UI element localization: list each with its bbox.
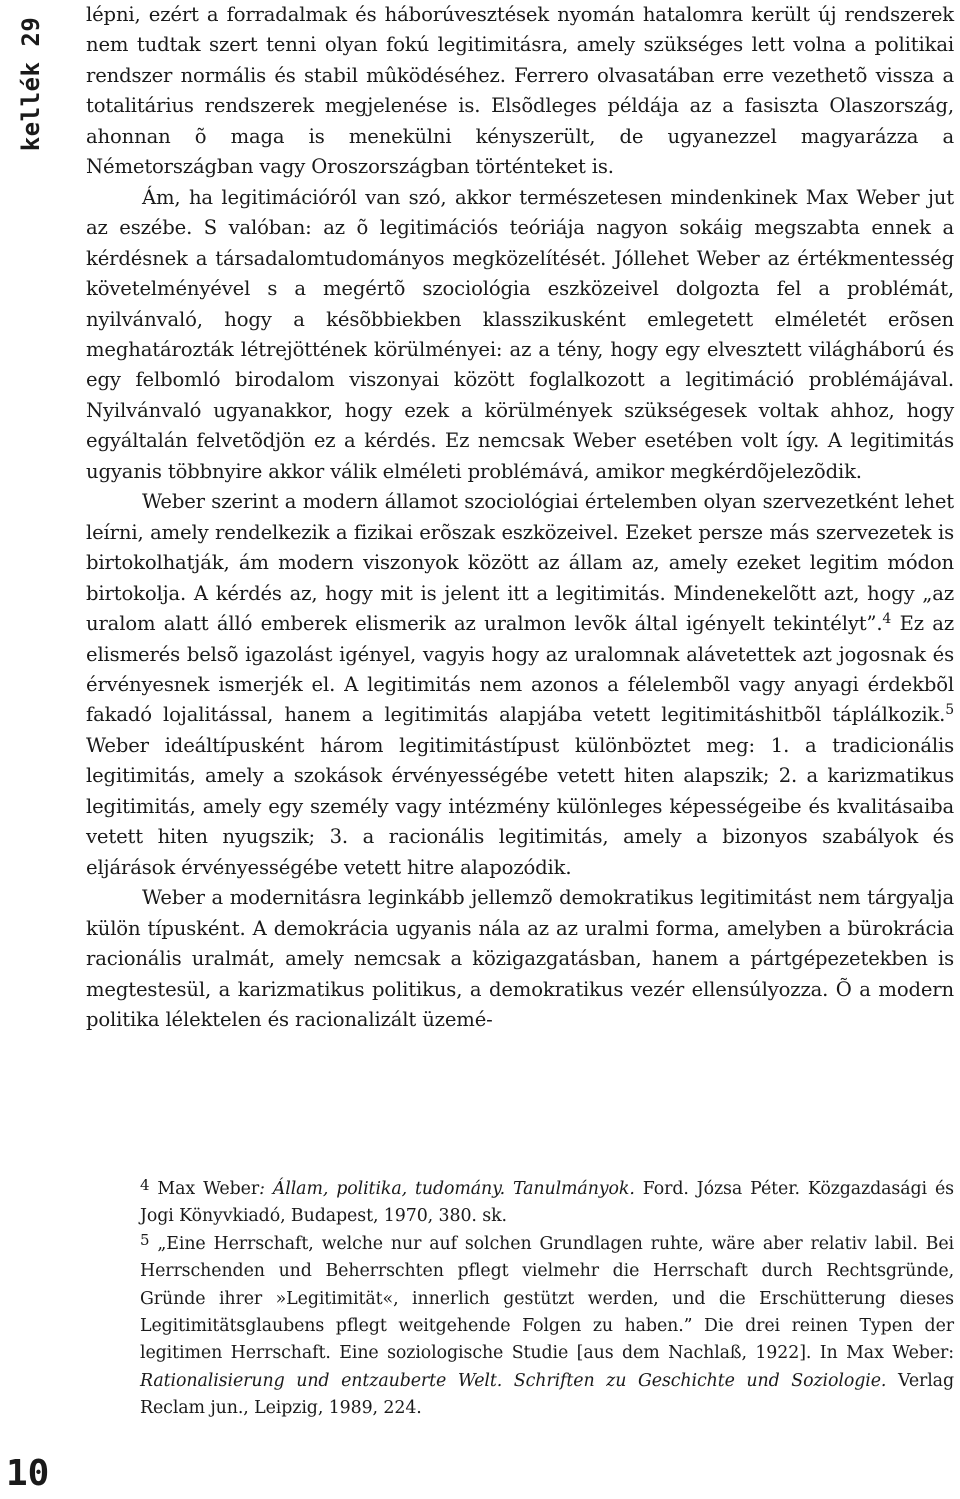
paragraph-3-text-a: Weber szerint a modern államot szociológiai értelemben olyan szervezetként lehet leírni, amely rendelkezik a fizikai erõszak eszközeivel. Ezeket persze más szervezetek is birtokolhatják, ám modern viszonyok között az állam az, amely ezeket legitim módon birtokolja. A kérdés az, hogy mit is jelent itt a legitimitás. Mindenekelõtt azt, hogy „az uralom alatt álló emberek elismerik az uralmon levõk által igényelt tekintélyt”. <box>86 490 954 636</box>
footnote-4-number: 4 <box>140 1176 150 1194</box>
footnote-5 <box>140 1231 954 1423</box>
footnote-ref-4[interactable]: 4 <box>882 611 892 628</box>
footnotes <box>140 1176 954 1423</box>
page-number: 10 <box>6 1453 50 1494</box>
body-text <box>86 0 954 1035</box>
main-text-column <box>86 0 954 1035</box>
running-head <box>0 0 62 170</box>
footnote-ref-5[interactable]: 5 <box>945 702 954 719</box>
footnote-5-title: Rationalisierung und entzauberte Welt. Schriften zu Geschichte und Soziologie. <box>140 1370 887 1391</box>
footnote-5-publication: Verlag Reclam jun., Leipzig, 1989, 224. <box>140 1370 954 1419</box>
paragraph-3-text-c: Weber ideáltípusként három legitimitástípust különböztet meg: 1. a tradicionális legitimitás, amely a szokások érvényességébe vetett hiten alapszik; 2. a karizmatikus legitimitás, amely egy személy vagy intézmény különleges képességeibe és kvalitásaiba vetett hiten nyugszik; 3. a racionális legitimitás, amely a bizonyos szabályok és eljárások érvényességébe vetett hitre alapozódik. <box>86 733 954 879</box>
footnote-4-author: Max Weber <box>149 1179 260 1199</box>
paragraph-2: Ám, ha legitimációról van szó, akkor természetesen mindenkinek Max Weber jut az eszébe. S valóban: az õ legitimációs teóriája nagyon sokáig megszabta ennek a kérdésnek a társadalomtudományos megközelítését. Jóllehet Weber az értékmentesség követelményével s a megértõ szociológia eszközeivel dolgozta fel a problémát, nyilvánvaló, hogy a késõbbiekben klasszikusként emlegetett elméletét erõsen meghatározták létrejöttének körülményei: az a tény, hogy egy elvesztett világháború és egy felbomló birodalom viszonyai között foglalkozott a legitimáció problémájával. Nyilvánvaló ugyanakkor, hogy ezek a körülmények szükségesek voltak ahhoz, hogy egyáltalán felvetõdjön ez a kérdés. Ez nemcsak Weber esetében volt így. A legitimitás ugyanis többnyire akkor válik elméleti problémává, amikor megkérdõjelezõdik. <box>86 185 954 483</box>
footnote-4-title: : Állam, politika, tudomány. Tanulmányok. <box>259 1179 635 1199</box>
footnote-4 <box>140 1176 954 1231</box>
paragraph-1: lépni, ezért a forradalmak és háborúvesztések nyomán hatalomra került új rendszerek nem tudtak szert tenni olyan fokú legitimitásra, amely szükséges lett volna a politikai rendszer normális és stabil mûködéséhez. Ferrero olvasatában erre vezethetõ vissza a totalitárius rendszerek megjelenése is. Elsõdleges példája az a fasiszta Olaszország, ahonnan õ maga is menekülni kényszerült, de ugyanezzel magyarázza a Németországban vagy Oroszországban történteket is. <box>86 3 954 179</box>
footnote-5-quote: „Eine Herrschaft, welche nur auf solchen Grundlagen ruhte, wäre aber relativ labil. Bei Herrschenden und Beherrschten pflegt vielmehr die Herrschaft durch Rechtsgründe, Gründe ihrer »Legitimität«, innerlich gestützt werden, und die Erschütterung dieses Legitimitätsglaubens pflegt weitgehende Folgen zu haben.” Die drei reinen Typen der legitimen Herrschaft. Eine soziologische Studie [aus dem Nachlaß, 1922]. In Max Weber: <box>140 1233 954 1364</box>
paragraph-3 <box>86 487 954 883</box>
paragraph-4: Weber a modernitásra leginkább jellemzõ demokratikus legitimitást nem tárgyalja külön típusként. A demokrácia ugyanis nála az az uralmi forma, amelyben a bürokrácia racionális uralmát, amely nemcsak a közigazgatásban, hanem a pártgépezetekben is megtestesül, a karizmatikus politikus, a demokratikus vezér ellensúlyozza. Õ a modern politika lélektelen és racionalizált üzemé- <box>86 886 954 1031</box>
paragraph-3-text-b: Ez az elismerés belsõ igazolást igényel, vagyis hogy az uralomnak alávetettek azt jogosnak és érvényesnek ismerjék el. A legitimitás nem azonos a félelembõl vagy anyagi érdekbõl fakadó lojalitással, hanem a legitimitás alapjába vetett legitimitáshitbõl táplálkozik. <box>86 612 955 727</box>
footnote-4-publication: Ford. Józsa Péter. Közgazdasági és Jogi Könyvkiadó, Budapest, 1970, 380. sk. <box>140 1179 954 1227</box>
footnote-5-number: 5 <box>140 1230 150 1249</box>
running-head-text: kellék 29 <box>17 16 45 152</box>
